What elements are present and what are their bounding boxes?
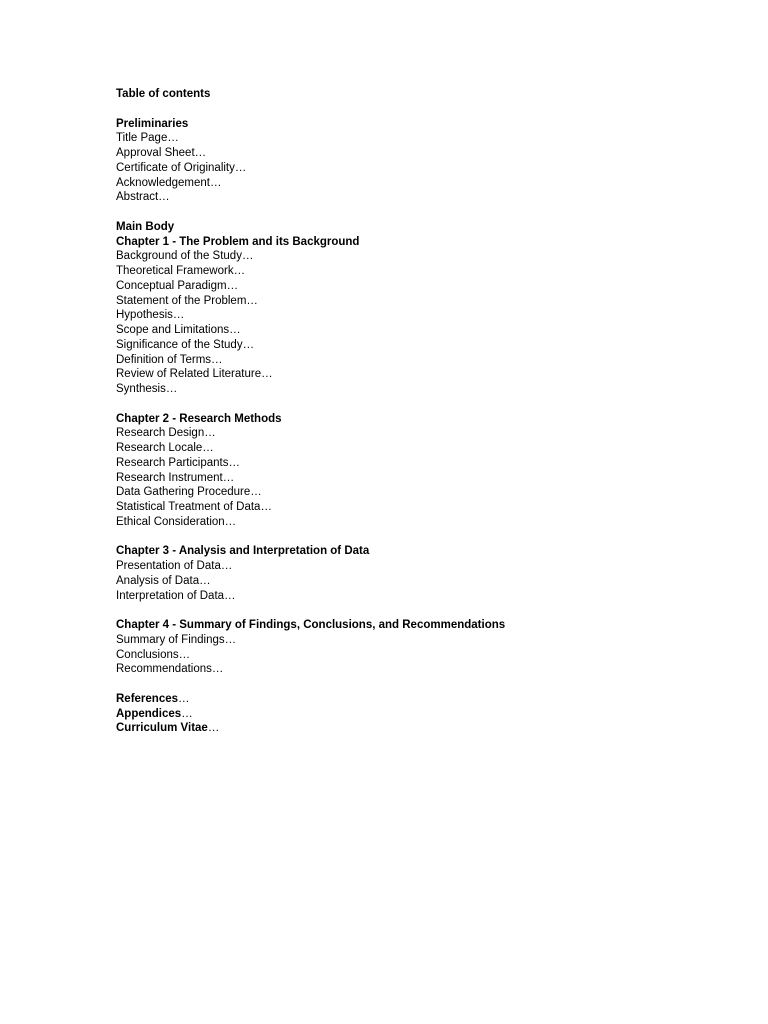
section-preliminaries	[116, 117, 716, 206]
toc-entry: Synthesis…	[116, 383, 178, 395]
section-back-matter	[116, 692, 716, 736]
toc-entry: Significance of the Study…	[116, 338, 255, 351]
toc-entry: Recommendations…	[116, 663, 224, 676]
spacer	[116, 397, 716, 412]
section-chapter-1	[116, 220, 716, 397]
toc-entry: Scope and Limitations…	[116, 324, 241, 336]
toc-entry: Research Locale…	[116, 442, 214, 454]
toc-entry: Analysis of Data…	[116, 574, 211, 587]
spacer	[116, 530, 716, 545]
section-chapter-2	[116, 412, 716, 530]
chapter-heading-4: Chapter 4 - Summary of Findings, Conclusions, and Recommendations	[116, 619, 506, 631]
toc-entry: Interpretation of Data…	[116, 589, 236, 602]
spacer	[116, 102, 716, 117]
chapter-heading-2: Chapter 2 - Research Methods	[116, 412, 282, 425]
back-matter-label: Appendices	[116, 707, 182, 720]
toc-entry: Certificate of Originality…	[116, 161, 247, 174]
leader-ellipsis: …	[178, 692, 190, 705]
toc-entry: Hypothesis…	[116, 309, 185, 322]
spacer	[116, 603, 716, 618]
toc-entry: Abstract…	[116, 191, 170, 204]
leader-ellipsis: …	[181, 707, 193, 720]
toc-entry: Summary of Findings…	[116, 633, 237, 646]
toc-entry: Conclusions…	[116, 648, 191, 661]
toc-entry: Research Design…	[116, 427, 216, 440]
section-heading-main-body: Main Body	[116, 220, 175, 233]
page-title: Table of contents	[116, 88, 211, 100]
toc-entry: Conceptual Paradigm…	[116, 279, 239, 292]
toc-entry: Statement of the Problem…	[116, 294, 258, 307]
back-matter-label: Curriculum Vitae	[116, 722, 208, 735]
chapter-heading-1: Chapter 1 - The Problem and its Background	[116, 235, 360, 248]
chapter-heading-3: Chapter 3 - Analysis and Interpretation of Data	[116, 545, 370, 558]
toc-entry: Theoretical Framework…	[116, 265, 246, 277]
back-matter-entry-references	[116, 692, 716, 707]
toc-entry: Background of the Study…	[116, 250, 254, 263]
leader-ellipsis: …	[207, 722, 220, 735]
toc-entry: Presentation of Data…	[116, 560, 233, 572]
toc-entry: Acknowledgement…	[116, 176, 222, 189]
toc-entry: Data Gathering Procedure…	[116, 486, 262, 499]
back-matter-label: References	[116, 692, 179, 705]
spacer	[116, 677, 716, 692]
toc-entry: Approval Sheet…	[116, 147, 207, 159]
document-page	[116, 87, 716, 736]
toc-entry: Review of Related Literature…	[116, 368, 273, 381]
toc-entry: Definition of Terms…	[116, 353, 223, 366]
toc-entry: Statistical Treatment of Data…	[116, 501, 272, 513]
back-matter-entry-curriculum-vitae	[116, 721, 716, 736]
back-matter-entry-appendices	[116, 707, 716, 722]
toc-entry: Research Participants…	[116, 456, 240, 469]
section-chapter-3	[116, 544, 716, 603]
toc-entry: Research Instrument…	[116, 471, 235, 484]
section-chapter-4	[116, 618, 716, 677]
spacer	[116, 205, 716, 220]
toc-entry: Title Page…	[116, 132, 179, 145]
section-heading-preliminaries: Preliminaries	[116, 117, 189, 130]
toc-entry: Ethical Consideration…	[116, 515, 237, 528]
